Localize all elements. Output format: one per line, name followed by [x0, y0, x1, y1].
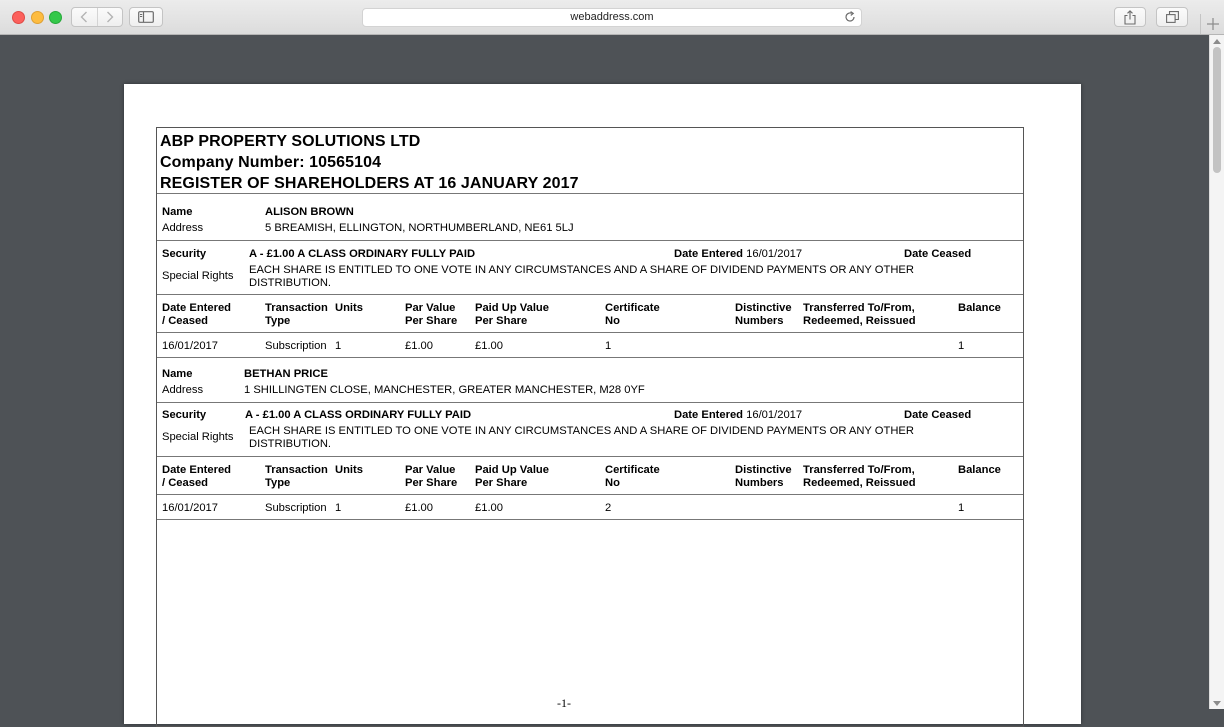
scroll-up-arrow-icon[interactable]: [1213, 39, 1221, 44]
zoom-window-button[interactable]: [49, 11, 62, 24]
chevron-left-icon: [80, 11, 88, 23]
divider: [157, 402, 1023, 403]
name-label: Name: [162, 206, 193, 218]
cell-par-value: £1.00: [405, 502, 433, 514]
scroll-down-arrow-icon[interactable]: [1213, 701, 1221, 706]
cell-par-value: £1.00: [405, 340, 433, 352]
sidebar-toggle-button[interactable]: [129, 7, 163, 27]
reload-icon[interactable]: [843, 10, 857, 24]
minimize-window-button[interactable]: [31, 11, 44, 24]
page-number: -1-: [557, 696, 571, 710]
address-label: Address: [162, 384, 204, 396]
date-entered-label: Date Entered: [674, 248, 744, 260]
cell-balance: 1: [958, 340, 965, 352]
cell-paid-up-value: £1.00: [475, 502, 503, 514]
cell-type: Subscription: [265, 502, 327, 514]
sidebar-icon: [138, 11, 154, 23]
date-entered-value: 16/01/2017: [746, 248, 803, 260]
col-header: Paid Up Value: [475, 302, 549, 314]
register-header: [157, 128, 1023, 194]
navigation-buttons: [71, 7, 123, 27]
shareholder-address: 5 BREAMISH, ELLINGTON, NORTHUMBERLAND, NE61 5LJ: [265, 222, 574, 234]
divider: [157, 456, 1023, 457]
cell-type: Subscription: [265, 340, 327, 352]
col-header: Units: [335, 464, 363, 476]
shareholder-name: BETHAN PRICE: [244, 368, 328, 380]
col-header: Numbers: [735, 477, 784, 489]
register-title: REGISTER OF SHAREHOLDERS AT 16 JANUARY 2017: [160, 175, 579, 192]
col-header: Redeemed, Reissued: [803, 315, 916, 327]
date-entered-value: 16/01/2017: [746, 409, 803, 421]
col-header: Per Share: [475, 477, 528, 489]
col-header: No: [605, 477, 620, 489]
special-rights-label: Special Rights: [162, 431, 234, 443]
col-header: Date Entered: [162, 302, 232, 314]
col-header: / Ceased: [162, 477, 209, 489]
col-header: Distinctive: [735, 302, 792, 314]
col-header: Certificate: [605, 302, 660, 314]
date-ceased-label: Date Ceased: [904, 409, 972, 421]
divider: [157, 240, 1023, 241]
col-header: Paid Up Value: [475, 464, 549, 476]
shareholder-name: ALISON BROWN: [265, 206, 354, 218]
col-header: Distinctive: [735, 464, 792, 476]
col-header: Type: [265, 315, 291, 327]
cell-date: 16/01/2017: [162, 340, 218, 352]
col-header: Balance: [958, 464, 1001, 476]
col-header: Redeemed, Reissued: [803, 477, 916, 489]
share-button[interactable]: [1114, 7, 1146, 27]
new-tab-button[interactable]: [1200, 14, 1224, 34]
col-header: Transaction: [265, 302, 328, 314]
security-value: A - £1.00 A CLASS ORDINARY FULLY PAID: [249, 248, 476, 260]
col-header: Units: [335, 302, 363, 314]
forward-button[interactable]: [97, 8, 123, 26]
col-header: Certificate: [605, 464, 660, 476]
col-header: No: [605, 315, 620, 327]
col-header: Transaction: [265, 464, 328, 476]
url-text: webaddress.com: [570, 11, 654, 23]
col-header: Date Entered: [162, 464, 232, 476]
special-rights-line-1: EACH SHARE IS ENTITLED TO ONE VOTE IN ANY CIRCUMSTANCES AND A SHARE OF DIVIDEND PAYMENTS OR ANY OTHER: [249, 425, 914, 437]
tabs-overview-icon: [1166, 11, 1179, 23]
col-header: Transferred To/From,: [803, 464, 915, 476]
show-tabs-button[interactable]: [1156, 7, 1188, 27]
plus-icon: [1207, 18, 1219, 30]
security-label: Security: [162, 409, 207, 421]
cell-units: 1: [335, 340, 342, 352]
address-label: Address: [162, 222, 204, 234]
cell-certificate-no: 2: [605, 502, 612, 514]
special-rights-label: Special Rights: [162, 270, 234, 282]
shareholder-address: 1 SHILLINGTEN CLOSE, MANCHESTER, GREATER MANCHESTER, M28 0YF: [244, 384, 645, 396]
special-rights-line-2: DISTRIBUTION.: [249, 438, 332, 450]
vertical-scrollbar[interactable]: [1209, 35, 1224, 709]
col-header: Per Share: [405, 477, 458, 489]
col-header: Par Value: [405, 302, 456, 314]
share-icon: [1124, 10, 1136, 25]
close-window-button[interactable]: [12, 11, 25, 24]
back-button[interactable]: [72, 8, 97, 26]
divider: [157, 494, 1023, 495]
name-label: Name: [162, 368, 193, 380]
cell-units: 1: [335, 502, 342, 514]
divider: [157, 332, 1023, 333]
chevron-right-icon: [106, 11, 114, 23]
cell-certificate-no: 1: [605, 340, 612, 352]
special-rights-line-1: EACH SHARE IS ENTITLED TO ONE VOTE IN ANY CIRCUMSTANCES AND A SHARE OF DIVIDEND PAYMENTS OR ANY OTHER: [249, 264, 914, 276]
date-ceased-label: Date Ceased: [904, 248, 972, 260]
shareholder-register: [156, 127, 1024, 727]
col-header: Balance: [958, 302, 1001, 314]
col-header: Per Share: [475, 315, 528, 327]
col-header: Par Value: [405, 464, 456, 476]
company-name: ABP PROPERTY SOLUTIONS LTD: [160, 133, 421, 150]
col-header: Transferred To/From,: [803, 302, 915, 314]
cell-paid-up-value: £1.00: [475, 340, 503, 352]
col-header: Per Share: [405, 315, 458, 327]
address-bar[interactable]: [362, 8, 862, 27]
date-entered-label: Date Entered: [674, 409, 744, 421]
col-header: Numbers: [735, 315, 784, 327]
divider: [157, 294, 1023, 295]
date-entered-field: [674, 248, 802, 261]
pdf-page: [124, 84, 1081, 724]
date-entered-field: [674, 409, 802, 422]
scrollbar-thumb[interactable]: [1213, 47, 1221, 173]
special-rights-line-2: DISTRIBUTION.: [249, 277, 332, 289]
security-value: A - £1.00 A CLASS ORDINARY FULLY PAID: [245, 409, 472, 421]
divider: [157, 357, 1023, 358]
col-header: / Ceased: [162, 315, 209, 327]
company-number: Company Number: 10565104: [160, 154, 382, 171]
cell-balance: 1: [958, 502, 965, 514]
col-header: Type: [265, 477, 291, 489]
browser-toolbar: [0, 0, 1224, 35]
divider: [157, 519, 1023, 520]
security-label: Security: [162, 248, 207, 260]
cell-date: 16/01/2017: [162, 502, 218, 514]
